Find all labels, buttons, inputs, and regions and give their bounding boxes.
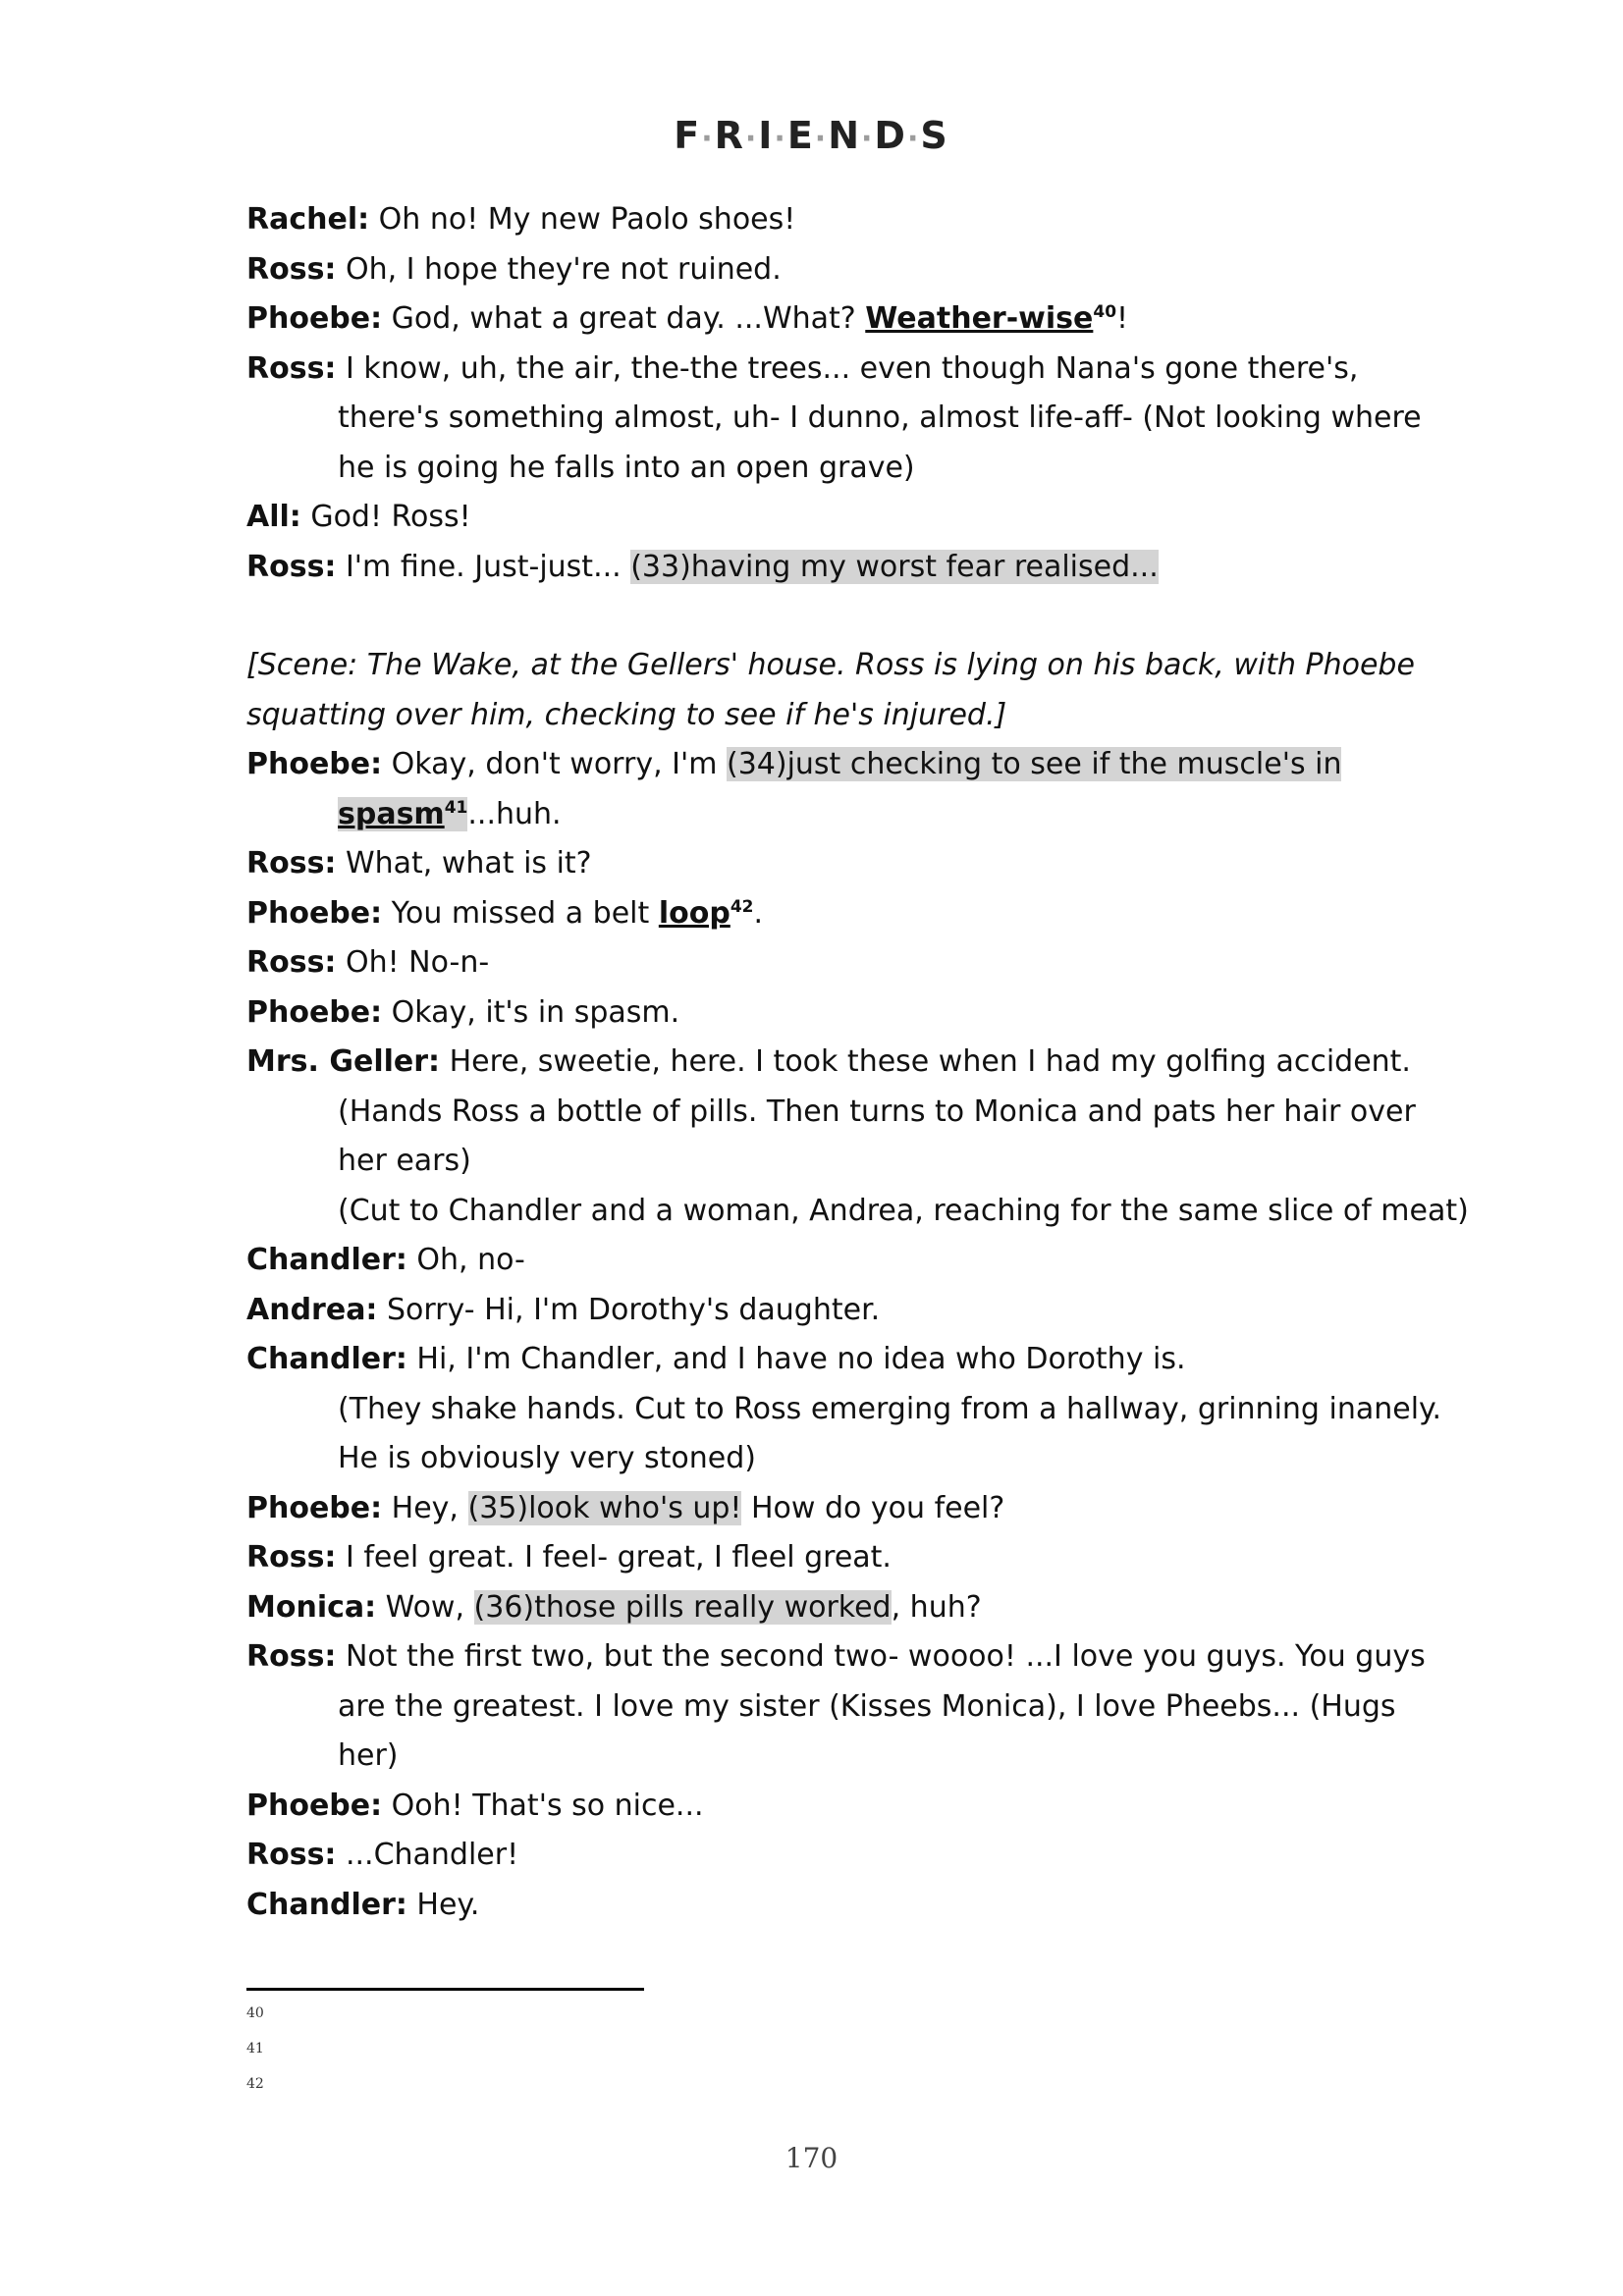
speaker-name: Phoebe: xyxy=(246,895,383,931)
logo-letter: N xyxy=(828,114,862,157)
text-run: I know, uh, the air, the-the trees... even though Nana's gone there's, xyxy=(336,350,1359,386)
dialogue-continuation xyxy=(246,1187,1469,1237)
text-run: [Scene: The Wake, at the Gellers' house. Ross is lying on his back, with Phoebe xyxy=(246,648,1415,682)
speaker-name: Chandler: xyxy=(246,1887,407,1922)
speaker-name: Phoebe: xyxy=(246,747,383,781)
line-text xyxy=(382,995,679,1030)
text-run: ...huh. xyxy=(467,796,562,831)
text-run: her ears) xyxy=(338,1144,471,1178)
speaker-name: Chandler: xyxy=(246,1243,407,1277)
speaker-name: All: xyxy=(246,500,301,534)
speaker-name: Ross: xyxy=(246,945,337,980)
highlighted-text xyxy=(338,797,467,831)
dialogue-continuation xyxy=(246,1137,1395,1187)
scene-direction xyxy=(246,691,1395,741)
vocab-term: spasm xyxy=(338,796,445,831)
line-text xyxy=(336,252,781,287)
dialogue-line xyxy=(246,988,1395,1039)
line-text xyxy=(440,1044,1411,1079)
logo-dot: · xyxy=(814,122,829,156)
page-number: 170 xyxy=(784,2142,839,2174)
line-text xyxy=(338,1441,756,1475)
line-text xyxy=(892,1590,982,1625)
line-text xyxy=(407,1243,525,1277)
text-run: (33)having my worst fear realised... xyxy=(630,549,1159,584)
logo-dot: · xyxy=(744,122,759,156)
dialogue-line xyxy=(246,345,1395,395)
speaker-name: Ross: xyxy=(246,251,337,287)
line-text xyxy=(338,1144,471,1178)
line-text xyxy=(246,698,1006,732)
text-run: . xyxy=(753,895,764,931)
dialogue-line xyxy=(246,740,1395,790)
blank-line xyxy=(246,592,1395,641)
text-run: Oh, no- xyxy=(406,1243,525,1277)
text-run: God, what a great day. ...What? xyxy=(382,301,866,336)
line-text xyxy=(336,1639,1425,1674)
text-run: He is obviously very stoned) xyxy=(338,1441,756,1475)
line-text xyxy=(1116,301,1128,336)
text-run: How do you feel? xyxy=(741,1490,1005,1525)
text-run: (35)look who's up! xyxy=(467,1490,742,1525)
vocab-term: loop xyxy=(658,895,730,931)
speaker-name: Andrea: xyxy=(246,1292,378,1327)
text-run: Hi, I'm Chandler, and I have no idea who Dorothy is. xyxy=(406,1342,1186,1376)
line-text xyxy=(338,400,1422,435)
vocab-term: Weather-wise xyxy=(865,301,1094,336)
text-run: (36)those pills really worked xyxy=(473,1589,892,1625)
logo-letter: I xyxy=(758,114,775,157)
text-run: (34)just checking to see if the muscle's in xyxy=(727,747,1342,781)
line-text xyxy=(382,896,659,931)
line-text xyxy=(336,351,1358,386)
text-run: Ooh! That's so nice... xyxy=(382,1788,704,1823)
friends-logo xyxy=(0,114,1623,157)
text-run: ...Chandler! xyxy=(336,1838,519,1872)
dialogue-line xyxy=(246,1881,1395,1931)
speaker-name: Phoebe: xyxy=(246,994,383,1030)
line-text xyxy=(336,1540,892,1575)
line-text xyxy=(336,550,630,584)
text-run: Hey, xyxy=(382,1490,468,1525)
text-run: Wow, xyxy=(376,1589,474,1625)
text-run: Not the first two, but the second two- woooo! ...I love you guys. You guys xyxy=(336,1639,1426,1674)
text-run: Oh! No-n- xyxy=(336,945,490,980)
text-run: squatting over him, checking to see if he's injured.] xyxy=(246,697,1007,732)
text-run: Okay, don't worry, I'm xyxy=(382,747,727,781)
footnote-separator xyxy=(246,1988,644,1991)
text-run: ! xyxy=(1116,301,1129,336)
text-run: (Cut to Chandler and a woman, Andrea, reaching for the same slice of meat) xyxy=(338,1193,1469,1228)
speaker-name: Ross: xyxy=(246,549,337,584)
logo-dot: · xyxy=(774,122,787,156)
dialogue-continuation xyxy=(246,444,1395,494)
dialogue-line xyxy=(246,493,1395,543)
dialogue-continuation xyxy=(246,1088,1416,1138)
dialogue-continuation xyxy=(246,1682,1395,1733)
dialogue-line xyxy=(246,1632,1426,1682)
speaker-name: Phoebe: xyxy=(246,1490,383,1525)
text-run: God! Ross! xyxy=(300,500,471,534)
dialogue-line xyxy=(246,938,1395,988)
logo-dot: · xyxy=(861,122,875,156)
highlighted-text xyxy=(630,550,1159,584)
footnote-ref: 40 xyxy=(1093,302,1117,322)
text-run: What, what is it? xyxy=(336,846,592,881)
line-text xyxy=(336,945,489,980)
line-text xyxy=(865,301,1116,336)
line-text xyxy=(369,202,795,237)
dialogue-continuation xyxy=(246,790,1395,840)
text-run: Okay, it's in spasm. xyxy=(382,994,680,1030)
logo-letter: R xyxy=(714,114,745,157)
dialogue-line xyxy=(246,543,1395,593)
line-text xyxy=(338,1095,1416,1129)
dialogue-continuation xyxy=(246,1385,1442,1435)
logo-letter: E xyxy=(786,114,815,157)
dialogue-line xyxy=(246,839,1395,889)
text-run: Oh, I hope they're not ruined. xyxy=(336,251,782,287)
line-text xyxy=(753,896,763,931)
dialogue-line xyxy=(246,1236,1395,1286)
line-text xyxy=(338,1689,1396,1724)
speaker-name: Ross: xyxy=(246,846,337,881)
footnote-42: 42 xyxy=(246,2076,264,2092)
text-run: Sorry- Hi, I'm Dorothy's daughter. xyxy=(377,1292,881,1327)
dialogue-line xyxy=(246,1038,1411,1088)
dialogue-continuation xyxy=(246,1434,1395,1484)
line-text xyxy=(382,747,727,781)
dialogue-line xyxy=(246,1484,1395,1534)
line-text xyxy=(382,1789,703,1823)
dialogue-continuation xyxy=(246,394,1422,444)
line-text xyxy=(407,1342,1186,1376)
line-text xyxy=(338,1738,399,1773)
text-run: Here, sweetie, here. I took these when I had my golfing accident. xyxy=(440,1044,1411,1079)
logo-letter: S xyxy=(920,114,949,157)
line-text xyxy=(659,896,754,931)
logo-dot: · xyxy=(906,122,921,156)
dialogue-line xyxy=(246,1533,1395,1583)
line-text xyxy=(336,1838,518,1872)
speaker-name: Ross: xyxy=(246,350,337,386)
line-text xyxy=(382,301,865,336)
text-run: there's something almost, uh- I dunno, almost life-aff- (Not looking where xyxy=(338,400,1422,435)
script-body xyxy=(246,195,1469,1930)
text-run: Hey. xyxy=(406,1887,480,1922)
logo-dot: · xyxy=(701,122,715,156)
line-text xyxy=(301,500,471,534)
footnote-40: 40 xyxy=(246,2005,264,2021)
text-run: I feel great. I feel- great, I fleel great. xyxy=(336,1540,892,1575)
logo-letter: F xyxy=(674,114,702,157)
dialogue-line xyxy=(246,1583,1395,1633)
text-run: I'm fine. Just-just... xyxy=(336,549,631,584)
dialogue-continuation xyxy=(246,1732,1395,1782)
line-text xyxy=(338,1392,1441,1426)
line-text xyxy=(338,1194,1469,1228)
dialogue-line xyxy=(246,195,1395,245)
line-text xyxy=(338,451,915,485)
text-run: are the greatest. I love my sister (Kisses Monica), I love Pheebs... (Hugs xyxy=(338,1688,1396,1724)
speaker-name: Monica: xyxy=(246,1589,377,1625)
text-run: You missed a belt xyxy=(382,895,659,931)
speaker-name: Phoebe: xyxy=(246,301,383,336)
text-run: , huh? xyxy=(891,1589,982,1625)
text-run: Oh no! My new Paolo shoes! xyxy=(369,202,796,237)
footnote-41: 41 xyxy=(246,2041,264,2056)
line-text xyxy=(741,1491,1004,1525)
highlighted-text xyxy=(727,747,1341,781)
footnote-ref: 42 xyxy=(730,896,754,917)
speaker-name: Phoebe: xyxy=(246,1788,383,1823)
line-text xyxy=(382,1491,467,1525)
speaker-name: Rachel: xyxy=(246,202,370,237)
line-text xyxy=(336,846,591,881)
line-text xyxy=(377,1293,880,1327)
speaker-name: Ross: xyxy=(246,1540,337,1575)
text-run: (Hands Ross a bottle of pills. Then turns to Monica and pats her hair over xyxy=(338,1094,1416,1129)
line-text xyxy=(376,1590,473,1625)
line-text xyxy=(407,1888,480,1922)
dialogue-line xyxy=(246,1831,1395,1881)
speaker-name: Ross: xyxy=(246,1639,337,1674)
line-text xyxy=(467,797,561,831)
dialogue-line xyxy=(246,245,1395,295)
dialogue-line xyxy=(246,889,1395,939)
text-run: he is going he falls into an open grave) xyxy=(338,450,915,485)
logo-letter: D xyxy=(874,114,907,157)
footnote-ref: 41 xyxy=(444,797,468,818)
highlighted-text xyxy=(474,1590,892,1625)
dialogue-line xyxy=(246,1782,1395,1832)
scene-direction xyxy=(246,641,1415,691)
highlighted-text xyxy=(468,1491,742,1525)
text-run: her) xyxy=(338,1738,399,1773)
text-run: (They shake hands. Cut to Ross emerging from a hallway, grinning inanely. xyxy=(338,1391,1442,1426)
dialogue-line xyxy=(246,294,1395,345)
line-text xyxy=(246,648,1415,682)
speaker-name: Ross: xyxy=(246,1838,337,1872)
dialogue-line xyxy=(246,1286,1395,1336)
speaker-name: Mrs. Geller: xyxy=(246,1044,441,1079)
speaker-name: Chandler: xyxy=(246,1342,407,1376)
dialogue-line xyxy=(246,1335,1395,1385)
